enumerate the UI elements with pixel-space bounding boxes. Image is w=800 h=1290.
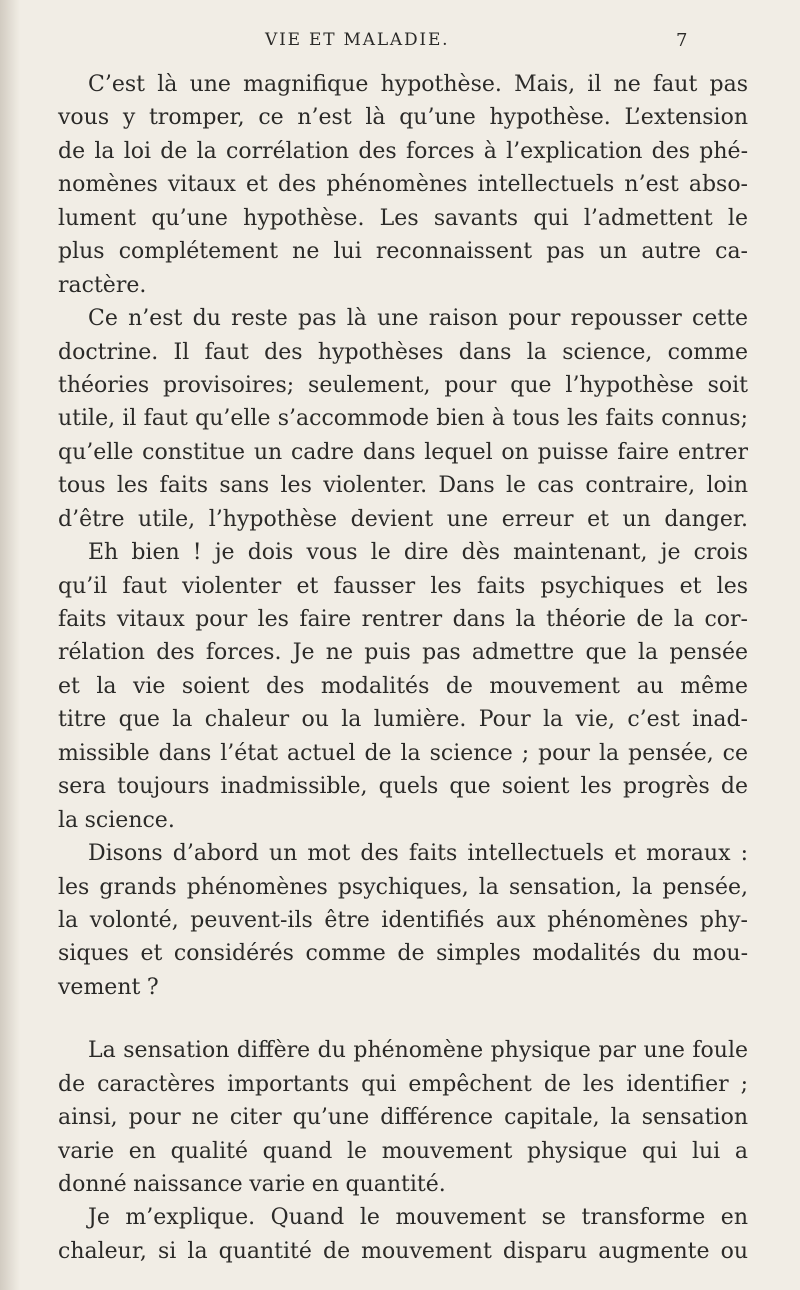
text-line: chaleur, si la quantité de mouvement disparu augmente ou	[58, 1238, 748, 1264]
text-line: vous y tromper, ce n’est là qu’une hypothèse. L’extension	[58, 105, 748, 131]
text-line: Je m’explique. Quand le mouvement se transforme en	[88, 1205, 748, 1231]
text-line: la volonté, peuvent-ils être identifiés aux phénomènes phy-	[58, 907, 748, 933]
text-line: théories provisoires; seulement, pour que l’hypothèse soit	[58, 372, 748, 398]
paragraph	[58, 302, 748, 536]
text-line: ainsi, pour ne citer qu’une différence capitale, la sensation	[58, 1105, 748, 1131]
paragraph-gap	[58, 1004, 748, 1034]
text-line: ractère.	[58, 272, 147, 298]
paragraph	[58, 68, 748, 302]
text-line: vement ?	[58, 974, 159, 1000]
text-line: varie en qualité quand le mouvement physique qui lui a	[58, 1138, 748, 1164]
text-line: Eh bien ! je dois vous le dire dès maintenant, je crois	[88, 540, 748, 566]
text-line: donné naissance varie en quantité.	[58, 1172, 446, 1197]
page-number: 7	[676, 30, 688, 51]
text-line: et la vie soient des modalités de mouvement au même	[58, 673, 748, 699]
text-line: rélation des forces. Je ne puis pas admettre que la pensée	[58, 640, 748, 666]
text-line: La sensation diffère du phénomène physique par une foule	[88, 1038, 748, 1064]
text-line: nomènes vitaux et des phénomènes intellectuels n’est abso-	[58, 172, 748, 198]
text-line: missible dans l’état actuel de la science ; pour la pensée, ce	[58, 740, 748, 766]
text-line: Ce n’est du reste pas là une raison pour repousser cette	[88, 306, 748, 332]
text-line: de la loi de la corrélation des forces à l’explication des phé-	[58, 138, 748, 164]
text-line: lument qu’une hypothèse. Les savants qui l’admettent le	[58, 205, 748, 231]
running-head	[0, 30, 800, 54]
text-line: doctrine. Il faut des hypothèses dans la science, comme	[58, 339, 748, 365]
paragraph	[58, 1201, 748, 1268]
text-line: qu’elle constitue un cadre dans lequel on puisse faire entrer	[58, 439, 748, 465]
paragraph	[58, 536, 748, 837]
text-line: faits vitaux pour les faire rentrer dans la théorie de la cor-	[58, 607, 748, 632]
text-line: C’est là une magnifique hypothèse. Mais, il ne faut pas	[88, 72, 748, 97]
text-line: sera toujours inadmissible, quels que soient les progrès de	[58, 774, 748, 800]
page-gutter-shadow	[0, 0, 20, 1290]
text-line: d’être utile, l’hypothèse devient une erreur et un danger.	[58, 506, 748, 532]
text-line: tous les faits sans les violenter. Dans le cas contraire, loin	[58, 473, 748, 499]
text-line: titre que la chaleur ou la lumière. Pour la vie, c’est inad-	[58, 707, 748, 733]
text-line: la science.	[58, 807, 175, 833]
text-line: Disons d’abord un mot des faits intellectuels et moraux :	[88, 841, 748, 867]
text-line: qu’il faut violenter et fausser les faits psychiques et les	[58, 573, 748, 599]
text-line: les grands phénomènes psychiques, la sensation, la pensée,	[58, 874, 748, 900]
text-line: utile, il faut qu’elle s’accommode bien à tous les faits connus;	[58, 406, 748, 432]
paragraph	[58, 1034, 748, 1201]
running-title: VIE ET MALADIE.	[265, 30, 450, 50]
text-line: siques et considérés comme de simples modalités du mou-	[58, 941, 748, 967]
text-line: de caractères importants qui empêchent de les identifier ;	[58, 1071, 748, 1097]
paragraph	[58, 837, 748, 1004]
text-line: plus complétement ne lui reconnaissent pas un autre ca-	[58, 239, 748, 265]
body-text	[58, 68, 748, 1268]
